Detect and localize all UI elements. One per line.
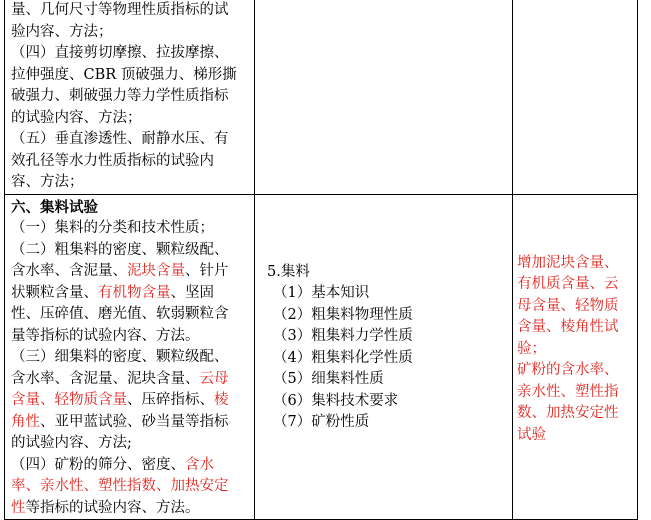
list-item: （7）矿粉性质 (273, 414, 370, 430)
text-segment: 含水率、含泥量、 (11, 263, 127, 279)
text-segment: （四）直接剪切摩擦、拉拔摩擦、 (11, 45, 229, 61)
text-line (11, 86, 250, 108)
section-heading: 六、集料试验 (11, 198, 98, 216)
text-line (11, 476, 250, 498)
note-line: 增加泥块含量、 (517, 254, 619, 271)
table-row (5, 0, 638, 194)
text-segment: 拉伸强度、CBR 顶破强力、梯形撕 (11, 66, 237, 83)
text-line (11, 369, 250, 391)
text-line (11, 412, 250, 434)
highlighted-text: 率、亲水性、塑性指数、加热安定 (11, 478, 229, 494)
highlighted-text: 角性 (11, 413, 40, 430)
text-line (11, 304, 250, 326)
highlighted-text: 含水 (185, 456, 214, 473)
highlighted-text: 泥块含量 (127, 263, 185, 279)
text-segment: 容、方法； (11, 174, 84, 190)
text-line (11, 240, 250, 262)
text-segment: （四）矿粉的筛分、密度、 (11, 456, 185, 473)
text-segment: 、亚甲蓝试验、砂当量等指标 (40, 413, 229, 430)
list-item: （4）粗集料化学性质 (273, 349, 413, 366)
highlighted-text: 性 (11, 499, 26, 516)
text-line (11, 0, 250, 22)
text-segment: 量等指标的试验内容、方法。 (11, 327, 200, 344)
text-line (11, 43, 250, 65)
highlighted-text: 云母 (199, 370, 229, 387)
row2-col3-text (513, 195, 637, 447)
note-line: 母含量、轻物质 (517, 297, 619, 314)
text-segment: （五）垂直渗透性、耐静水压、有 (11, 131, 229, 147)
text-segment: 性、压碎值、磨光值、软弱颗粒含 (11, 306, 229, 322)
text-line (11, 390, 250, 412)
text-line (11, 455, 250, 477)
text-line (11, 326, 250, 348)
text-segment: （一）集料的分类和技术性质； (11, 220, 214, 236)
content-table (4, 0, 638, 520)
note-line: 矿粉的含水率、 (517, 362, 619, 378)
text-line (11, 172, 250, 194)
note-line: 有机质含量、云 (517, 276, 619, 292)
text-line (11, 65, 250, 87)
text-segment: 、压碎指标、 (127, 392, 214, 408)
text-segment: 验内容、方法； (11, 23, 113, 40)
row2-col1-cell (5, 194, 255, 520)
note-line: 含量、棱角性试 (517, 319, 619, 335)
note-line: 验； (517, 340, 546, 357)
row1-col2-cell (255, 0, 513, 194)
section-title: 5.集料 (267, 263, 310, 280)
text-segment: 等指标的试验内容、方法。 (25, 499, 200, 516)
text-line (11, 261, 250, 283)
text-segment: 量、几何尺寸等物理性质指标的试 (11, 2, 229, 18)
text-segment: 的试验内容、方法； (11, 109, 142, 126)
text-line (11, 498, 250, 520)
row2-col2-text (255, 195, 512, 434)
text-segment: 状颗粒含量、 (11, 284, 98, 301)
list-item: （3）粗集料力学性质 (273, 328, 413, 344)
text-segment: 、坚固 (170, 284, 214, 301)
text-line (11, 433, 250, 455)
list-item: （2）粗集料物理性质 (273, 306, 413, 323)
text-segment: 含水率、含泥量、泥块含量、 (11, 370, 200, 387)
text-line (11, 108, 250, 130)
list-item: （5）细集料性质 (273, 371, 384, 387)
list-item: （6）集料技术要求 (273, 392, 399, 409)
table-row (5, 194, 638, 520)
row1-col1-cell (5, 0, 255, 194)
text-line (11, 218, 250, 240)
text-line (11, 347, 250, 369)
text-segment: （二）粗集料的密度、颗粒级配、 (11, 241, 229, 258)
text-segment: 效孔径等水力性质指标的试验内 (11, 152, 214, 169)
highlighted-text: 有机物含量 (98, 284, 171, 301)
text-segment: 、针片 (185, 263, 229, 279)
note-line: 试验 (517, 426, 546, 443)
text-segment: 破强力、刺破强力等力学性质指标 (11, 88, 229, 104)
note-line: 亲水性、塑性指 (517, 383, 619, 400)
row2-col2-cell (255, 194, 513, 520)
text-line (11, 129, 250, 151)
highlighted-text: 含量、轻物质含量 (11, 392, 127, 408)
row2-col3-cell (513, 194, 638, 520)
note-line: 数、加热安定性 (517, 405, 619, 421)
text-line (11, 283, 250, 305)
text-segment: （三）细集料的密度、颗粒级配、 (11, 349, 229, 365)
highlighted-text: 棱 (214, 392, 229, 408)
row1-col1-text (5, 0, 254, 194)
row1-col3-cell (513, 0, 638, 194)
text-segment: 的试验内容、方法; (11, 435, 132, 451)
row2-col1-text (5, 195, 254, 520)
text-line (11, 22, 250, 44)
text-line (11, 151, 250, 173)
list-item: （1）基本知识 (273, 285, 370, 301)
